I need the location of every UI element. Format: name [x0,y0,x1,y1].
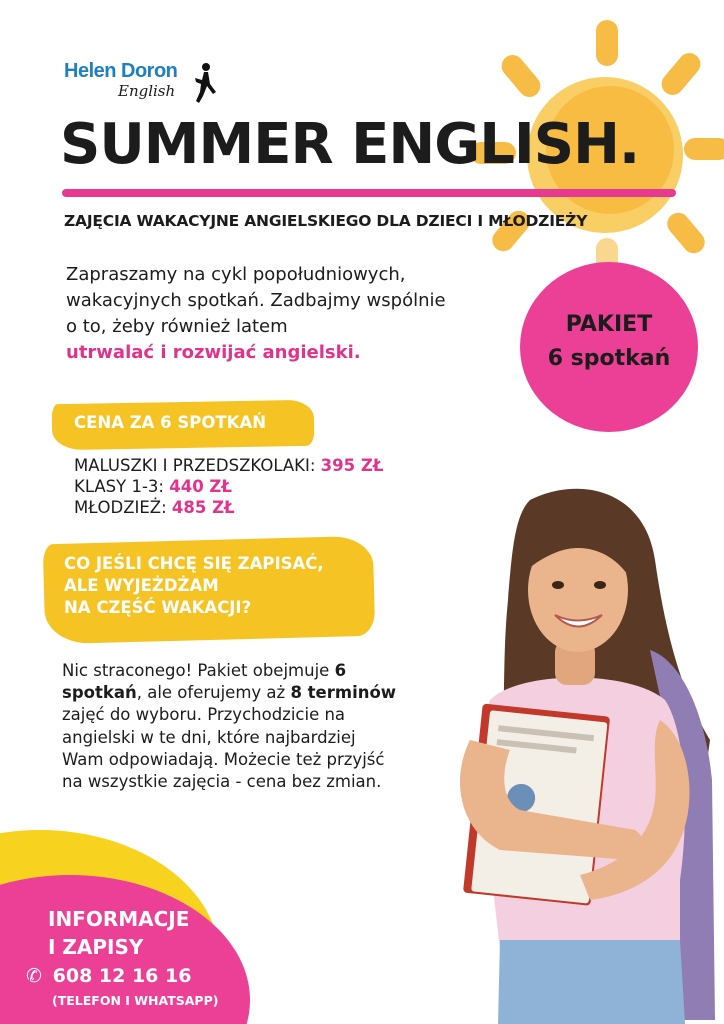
answer-line: zajęć do wyboru. Przychodzicie na [62,705,346,725]
phone-number[interactable]: 608 12 16 16 [52,965,192,987]
contact-title [48,905,189,961]
faq-question [64,553,324,619]
walking-figure-icon [192,62,218,104]
contact-title-line: I ZAPISY [48,935,144,959]
intro-line: o to, żeby również latem [66,316,288,337]
girl-with-book-photo [430,480,724,1024]
faq-line: CO JEŚLI CHCĘ SIĘ ZAPISAĆ, [64,554,324,573]
answer-bold: spotkań [62,683,137,703]
intro-line: Zapraszamy na cykl popołudniowych, [66,264,406,285]
logo-name: Helen Doron [64,60,178,82]
answer-line: na wszystkie zajęcia - cena bez zmian. [62,772,382,792]
price-item [74,497,383,518]
price-item-name: MŁODZIEŻ: [74,498,172,517]
page-title: SUMMER ENGLISH. [60,112,640,177]
logo-subtitle: English [118,82,176,100]
page-subtitle: ZAJĘCIA WAKACYJNE ANGIELSKIEGO DLA DZIECI I MŁODZIEŻY [64,212,588,230]
price-item-value: 485 ZŁ [171,498,235,517]
title-underline [62,189,676,197]
badge-line-2: 6 spotkań [547,346,671,371]
answer-text: , ale oferujemy aż [136,683,291,703]
price-section-label: CENA ZA 6 SPOTKAŃ [74,413,267,432]
faq-answer [62,660,432,793]
contact-title-line: INFORMACJE [48,907,190,931]
phone-number-row[interactable] [26,965,191,987]
package-badge [520,262,698,432]
price-item-value: 395 ZŁ [320,456,384,475]
phone-icon: ✆ [26,965,42,987]
price-item [74,455,383,476]
answer-line: angielski w te dni, które najbardziej [62,727,356,747]
answer-bold: 8 terminów [290,683,397,703]
intro-highlight: utrwalać i rozwijać angielski. [66,342,361,363]
price-item-name: MALUSZKI I PRZEDSZKOLAKI: [74,456,321,475]
phone-note: (TELEFON I WHATSAPP) [52,993,219,1008]
intro-paragraph [66,262,516,366]
price-list [74,455,383,518]
intro-line: wakacyjnych spotkań. Zadbajmy wspólnie [66,290,446,311]
answer-line [62,660,432,682]
answer-line: Wam odpowiadają. Możecie też przyjść [62,749,385,769]
answer-text: Nic straconego! Pakiet obejmuje [62,661,335,680]
faq-line: NA CZĘŚĆ WAKACJI? [64,598,252,617]
price-item [74,476,383,497]
answer-bold: 6 [334,661,347,680]
faq-line: ALE WYJEŻDŻAM [64,576,219,595]
answer-line [62,682,432,704]
badge-line-1: PAKIET [565,312,653,337]
price-item-name: KLASY 1-3: [74,477,170,496]
price-item-value: 440 ZŁ [169,477,232,496]
helen-doron-logo [64,60,224,108]
